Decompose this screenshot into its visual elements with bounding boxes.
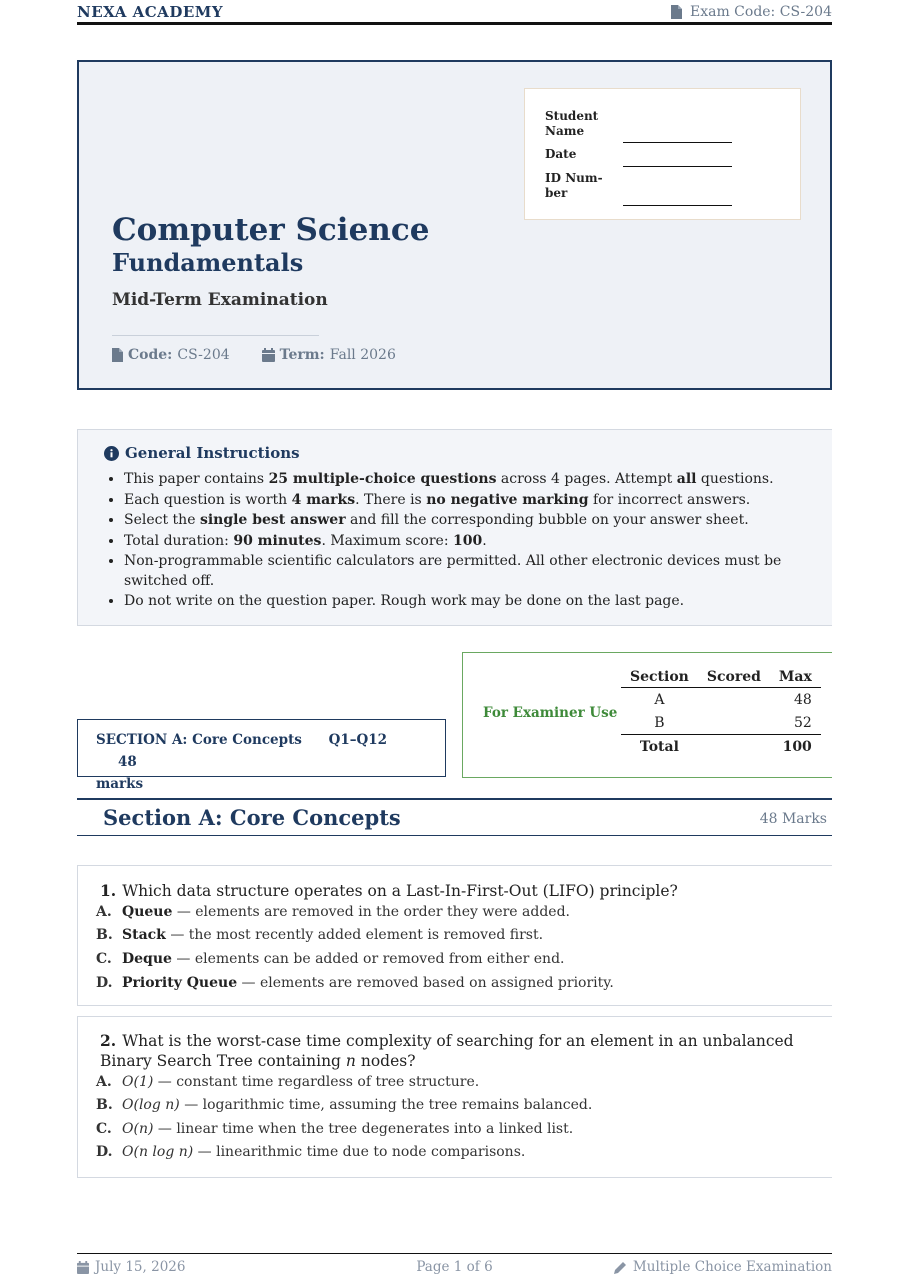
student-info-card bbox=[524, 88, 801, 220]
page-number: Page 1 of 6 bbox=[416, 1259, 493, 1275]
option-b[interactable]: B. Stack — the most recently added element is removed first. bbox=[96, 927, 544, 943]
code-value: CS-204 bbox=[177, 347, 230, 363]
title-box bbox=[77, 60, 832, 390]
table-row-total bbox=[621, 735, 821, 759]
instruction-item: • This paper contains 25 multiple-choice questions across 4 pages. Attempt all questions. bbox=[124, 470, 834, 490]
row-section: B bbox=[654, 714, 665, 731]
question-number: 1. bbox=[100, 881, 117, 900]
date-row bbox=[545, 147, 615, 162]
question-number: 2. bbox=[100, 1031, 117, 1050]
header-scored: Scored bbox=[698, 667, 770, 688]
option-b[interactable]: B. O(log n) — logarithmic time, assuming the tree remains balanced. bbox=[96, 1097, 593, 1113]
section-marks: 48 Marks bbox=[759, 811, 827, 827]
file-icon bbox=[112, 348, 123, 362]
term-value: Fall 2026 bbox=[329, 347, 396, 363]
meta-term bbox=[262, 347, 396, 363]
section-tag-range: Q1–Q12 bbox=[328, 732, 388, 748]
term-label: Term: bbox=[279, 347, 325, 363]
option-c[interactable]: C. Deque — elements can be added or removed from either end. bbox=[96, 951, 565, 967]
question-2 bbox=[77, 1016, 832, 1178]
option-d[interactable]: D. Priority Queue — elements are removed based on assigned priority. bbox=[96, 975, 614, 991]
student-name-label: Student Name bbox=[545, 109, 599, 138]
marks-table-header bbox=[621, 667, 821, 688]
file-icon bbox=[671, 5, 682, 19]
instruction-item: • Select the single best answer and fill the corresponding bubble on your answer sheet. bbox=[124, 511, 834, 531]
total-label: Total bbox=[621, 735, 698, 759]
id-label: ID Num- ber bbox=[545, 171, 603, 200]
table-row bbox=[621, 711, 821, 735]
question-text-pre: What is the worst-case time complexity of searching for an element in an unbalanced Binary Search Tree containing bbox=[100, 1032, 794, 1070]
section-tag-text: SECTION A: Core Concepts bbox=[96, 732, 302, 748]
info-icon bbox=[104, 446, 119, 461]
brand-name: NEXA ACADEMY bbox=[77, 3, 224, 21]
section-heading bbox=[77, 798, 832, 836]
course-title: Computer Science bbox=[112, 212, 430, 248]
question-var: n bbox=[345, 1052, 356, 1070]
footer-label-text: Multiple Choice Examination bbox=[632, 1259, 832, 1275]
examiner-label: For Examiner Use bbox=[483, 705, 618, 721]
option-c[interactable]: C. O(n) — linear time when the tree degenerates into a linked list. bbox=[96, 1121, 574, 1137]
footer-label bbox=[614, 1259, 832, 1275]
instruction-item: • Non-programmable scientific calculators are permitted. All other electronic devices must be switched off. bbox=[124, 552, 834, 591]
examiner-box bbox=[462, 652, 832, 778]
calendar-icon bbox=[262, 348, 275, 362]
footer-date-text: July 15, 2026 bbox=[95, 1259, 186, 1275]
exam-type: Mid-Term Examination bbox=[112, 290, 328, 310]
option-a[interactable]: A. O(1) — constant time regardless of tree structure. bbox=[96, 1074, 480, 1090]
meta-code bbox=[112, 347, 230, 363]
option-d[interactable]: D. O(n log n) — linearithmic time due to node comparisons. bbox=[96, 1144, 526, 1160]
student-name-row bbox=[545, 109, 615, 139]
row-max: 52 bbox=[793, 714, 812, 731]
header-max: Max bbox=[770, 667, 821, 688]
student-name-field[interactable] bbox=[623, 142, 732, 143]
title-meta bbox=[112, 347, 396, 363]
total-scored[interactable] bbox=[698, 735, 770, 759]
question-stem bbox=[100, 881, 810, 901]
row-section: A bbox=[654, 691, 665, 708]
instructions-title-text: General Instructions bbox=[125, 444, 300, 462]
instruction-item: • Total duration: 90 minutes. Maximum score: 100. bbox=[124, 532, 834, 552]
row-scored[interactable] bbox=[698, 688, 770, 712]
total-max: 100 bbox=[770, 735, 821, 759]
id-row bbox=[545, 171, 617, 201]
course-subtitle: Fundamentals bbox=[112, 248, 304, 277]
row-scored[interactable] bbox=[698, 711, 770, 735]
date-field[interactable] bbox=[623, 166, 732, 167]
id-field[interactable] bbox=[623, 205, 732, 206]
section-tag-marks: 48 bbox=[118, 754, 137, 770]
pencil-icon bbox=[614, 1261, 627, 1274]
date-label: Date bbox=[545, 147, 577, 161]
question-1 bbox=[77, 865, 832, 1006]
table-row bbox=[621, 688, 821, 712]
row-max: 48 bbox=[793, 691, 812, 708]
instructions-list bbox=[104, 470, 834, 613]
exam-code-header bbox=[671, 4, 832, 20]
marks-table bbox=[621, 667, 821, 758]
question-stem bbox=[100, 1031, 810, 1071]
section-title: Section A: Core Concepts bbox=[103, 805, 401, 830]
title-divider bbox=[112, 335, 319, 336]
exam-code-text: Exam Code: CS-204 bbox=[689, 4, 832, 20]
question-text-post: nodes? bbox=[355, 1052, 416, 1070]
section-tag-marks-unit: marks bbox=[96, 776, 144, 792]
instructions-title bbox=[104, 444, 300, 462]
section-a-tag bbox=[77, 719, 446, 792]
instruction-item: • Do not write on the question paper. Rough work may be done on the last page. bbox=[124, 592, 834, 612]
code-label: Code: bbox=[128, 347, 173, 363]
page-header bbox=[77, 2, 832, 25]
header-section: Section bbox=[621, 667, 698, 688]
page-footer bbox=[77, 1253, 832, 1282]
instructions-box bbox=[77, 429, 832, 626]
option-a[interactable]: A. Queue — elements are removed in the order they were added. bbox=[96, 904, 571, 920]
question-text: Which data structure operates on a Last-In-First-Out (LIFO) principle? bbox=[122, 882, 678, 900]
instruction-item: • Each question is worth 4 marks. There is no negative marking for incorrect answers. bbox=[124, 491, 834, 511]
